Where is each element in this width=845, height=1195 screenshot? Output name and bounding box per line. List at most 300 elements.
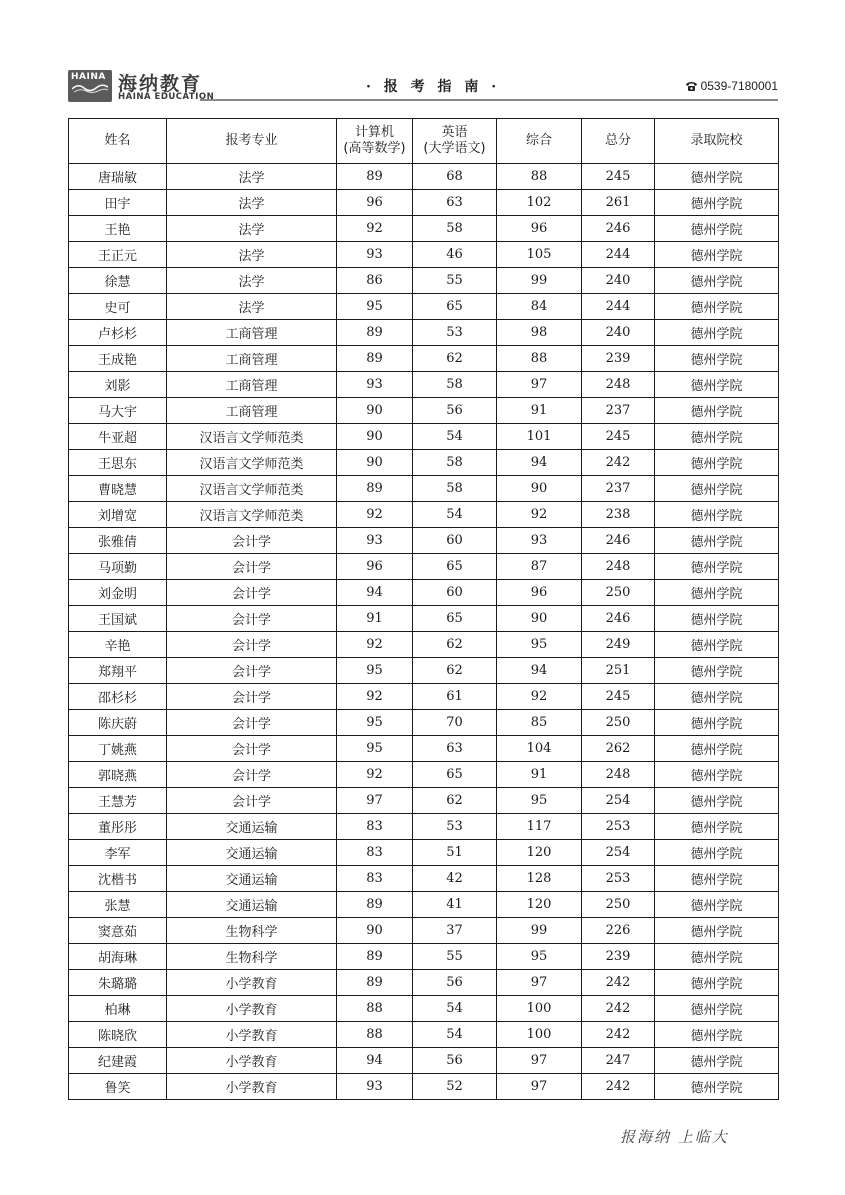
cell-name: 王思东 [69, 450, 167, 476]
cell-computer: 97 [337, 788, 413, 814]
cell-computer: 83 [337, 814, 413, 840]
cell-english: 52 [413, 1074, 497, 1100]
cell-english: 63 [413, 736, 497, 762]
cell-major: 法学 [167, 294, 337, 320]
cell-major: 汉语言文学师范类 [167, 476, 337, 502]
cell-name: 徐慧 [69, 268, 167, 294]
cell-total: 250 [582, 580, 655, 606]
telephone-icon [685, 81, 698, 92]
cell-school: 德州学院 [655, 242, 779, 268]
cell-major: 会计学 [167, 684, 337, 710]
cell-computer: 90 [337, 424, 413, 450]
cell-english: 62 [413, 658, 497, 684]
cell-computer: 95 [337, 294, 413, 320]
table-row [69, 242, 779, 268]
cell-english: 54 [413, 996, 497, 1022]
cell-major: 小学教育 [167, 1074, 337, 1100]
cell-name: 刘增宽 [69, 502, 167, 528]
cell-computer: 96 [337, 554, 413, 580]
cell-english: 65 [413, 762, 497, 788]
wave-icon [72, 83, 108, 93]
cell-computer: 92 [337, 502, 413, 528]
cell-computer: 95 [337, 658, 413, 684]
cell-total: 242 [582, 1074, 655, 1100]
cell-major: 小学教育 [167, 970, 337, 996]
logo-text-en: HAINA EDUCATION [118, 92, 215, 102]
cell-computer: 88 [337, 996, 413, 1022]
cell-school: 德州学院 [655, 1074, 779, 1100]
table-row [69, 190, 779, 216]
cell-total: 245 [582, 424, 655, 450]
cell-computer: 92 [337, 632, 413, 658]
cell-name: 马大宇 [69, 398, 167, 424]
col-header-english-line2: (大学语文) [423, 141, 486, 156]
cell-school: 德州学院 [655, 190, 779, 216]
cell-school: 德州学院 [655, 762, 779, 788]
cell-total: 240 [582, 268, 655, 294]
cell-major: 小学教育 [167, 1022, 337, 1048]
table-row [69, 294, 779, 320]
cell-major: 会计学 [167, 736, 337, 762]
phone-number: 0539-7180001 [700, 79, 778, 93]
cell-school: 德州学院 [655, 320, 779, 346]
table-row [69, 528, 779, 554]
cell-computer: 95 [337, 736, 413, 762]
table-row [69, 216, 779, 242]
cell-school: 德州学院 [655, 736, 779, 762]
cell-english: 61 [413, 684, 497, 710]
cell-english: 62 [413, 346, 497, 372]
cell-computer: 93 [337, 242, 413, 268]
table-row [69, 814, 779, 840]
cell-major: 小学教育 [167, 1048, 337, 1074]
table-row [69, 476, 779, 502]
table-row [69, 1048, 779, 1074]
cell-english: 54 [413, 1022, 497, 1048]
cell-computer: 92 [337, 684, 413, 710]
cell-computer: 89 [337, 476, 413, 502]
header-divider [200, 99, 778, 101]
table-row [69, 320, 779, 346]
cell-major: 交通运输 [167, 892, 337, 918]
cell-computer: 93 [337, 528, 413, 554]
cell-total: 251 [582, 658, 655, 684]
col-header-english-line1: 英语 [441, 125, 468, 140]
cell-school: 德州学院 [655, 658, 779, 684]
cell-name: 张慧 [69, 892, 167, 918]
cell-name: 郭晓燕 [69, 762, 167, 788]
cell-name: 张雅倩 [69, 528, 167, 554]
page-header [68, 66, 778, 106]
table-row [69, 424, 779, 450]
cell-school: 德州学院 [655, 892, 779, 918]
cell-major: 法学 [167, 216, 337, 242]
cell-computer: 91 [337, 606, 413, 632]
cell-school: 德州学院 [655, 450, 779, 476]
cell-name: 鲁笑 [69, 1074, 167, 1100]
cell-major: 交通运输 [167, 866, 337, 892]
cell-total: 242 [582, 996, 655, 1022]
table-row [69, 944, 779, 970]
cell-name: 丁姚燕 [69, 736, 167, 762]
cell-total: 248 [582, 554, 655, 580]
cell-major: 会计学 [167, 788, 337, 814]
cell-total: 244 [582, 294, 655, 320]
table-body [69, 164, 779, 1100]
cell-name: 曹晓慧 [69, 476, 167, 502]
cell-name: 李军 [69, 840, 167, 866]
cell-name: 王艳 [69, 216, 167, 242]
cell-name: 田宇 [69, 190, 167, 216]
table-row [69, 606, 779, 632]
table-row [69, 268, 779, 294]
cell-comprehensive: 96 [497, 216, 582, 242]
cell-comprehensive: 90 [497, 476, 582, 502]
cell-english: 46 [413, 242, 497, 268]
cell-name: 王慧芳 [69, 788, 167, 814]
col-header-name: 姓名 [69, 119, 167, 164]
cell-name: 王正元 [69, 242, 167, 268]
cell-english: 56 [413, 970, 497, 996]
cell-school: 德州学院 [655, 840, 779, 866]
cell-school: 德州学院 [655, 970, 779, 996]
cell-comprehensive: 120 [497, 892, 582, 918]
cell-name: 辛艳 [69, 632, 167, 658]
header-title: · 报 考 指 南 · [366, 79, 501, 95]
table-row [69, 1074, 779, 1100]
col-header-school: 录取院校 [655, 119, 779, 164]
cell-comprehensive: 95 [497, 632, 582, 658]
cell-school: 德州学院 [655, 788, 779, 814]
cell-major: 会计学 [167, 762, 337, 788]
cell-school: 德州学院 [655, 476, 779, 502]
cell-major: 生物科学 [167, 918, 337, 944]
cell-total: 250 [582, 892, 655, 918]
table-row [69, 502, 779, 528]
cell-name: 陈晓欣 [69, 1022, 167, 1048]
cell-name: 郑翔平 [69, 658, 167, 684]
cell-name: 王成艳 [69, 346, 167, 372]
cell-major: 法学 [167, 164, 337, 190]
cell-english: 56 [413, 398, 497, 424]
cell-total: 245 [582, 164, 655, 190]
table-row [69, 918, 779, 944]
cell-english: 70 [413, 710, 497, 736]
cell-school: 德州学院 [655, 710, 779, 736]
cell-english: 53 [413, 320, 497, 346]
cell-name: 史可 [69, 294, 167, 320]
logo-text-cn: 海纳教育 [118, 73, 203, 95]
cell-total: 253 [582, 814, 655, 840]
table-row [69, 684, 779, 710]
cell-total: 242 [582, 1022, 655, 1048]
cell-school: 德州学院 [655, 1022, 779, 1048]
cell-comprehensive: 105 [497, 242, 582, 268]
cell-english: 58 [413, 450, 497, 476]
cell-computer: 94 [337, 1048, 413, 1074]
cell-total: 246 [582, 216, 655, 242]
table-row [69, 658, 779, 684]
cell-comprehensive: 87 [497, 554, 582, 580]
cell-total: 248 [582, 762, 655, 788]
cell-english: 37 [413, 918, 497, 944]
table-row [69, 710, 779, 736]
cell-computer: 90 [337, 450, 413, 476]
cell-comprehensive: 91 [497, 398, 582, 424]
cell-school: 德州学院 [655, 424, 779, 450]
cell-comprehensive: 90 [497, 606, 582, 632]
cell-comprehensive: 101 [497, 424, 582, 450]
cell-school: 德州学院 [655, 164, 779, 190]
cell-major: 会计学 [167, 658, 337, 684]
cell-total: 239 [582, 944, 655, 970]
cell-comprehensive: 85 [497, 710, 582, 736]
cell-computer: 89 [337, 320, 413, 346]
cell-comprehensive: 96 [497, 580, 582, 606]
cell-comprehensive: 117 [497, 814, 582, 840]
cell-major: 会计学 [167, 632, 337, 658]
cell-comprehensive: 94 [497, 450, 582, 476]
cell-major: 交通运输 [167, 814, 337, 840]
cell-name: 刘金明 [69, 580, 167, 606]
cell-comprehensive: 128 [497, 866, 582, 892]
cell-total: 238 [582, 502, 655, 528]
cell-school: 德州学院 [655, 580, 779, 606]
cell-school: 德州学院 [655, 216, 779, 242]
cell-computer: 96 [337, 190, 413, 216]
haina-logo-icon [68, 70, 112, 102]
cell-school: 德州学院 [655, 398, 779, 424]
cell-comprehensive: 99 [497, 918, 582, 944]
cell-school: 德州学院 [655, 372, 779, 398]
table-row [69, 346, 779, 372]
cell-school: 德州学院 [655, 502, 779, 528]
cell-total: 237 [582, 398, 655, 424]
table-row [69, 840, 779, 866]
cell-english: 56 [413, 1048, 497, 1074]
cell-name: 卢杉杉 [69, 320, 167, 346]
cell-computer: 94 [337, 580, 413, 606]
cell-total: 254 [582, 788, 655, 814]
cell-comprehensive: 88 [497, 164, 582, 190]
cell-english: 68 [413, 164, 497, 190]
cell-computer: 95 [337, 710, 413, 736]
cell-name: 唐瑞敏 [69, 164, 167, 190]
cell-name: 胡海琳 [69, 944, 167, 970]
cell-total: 247 [582, 1048, 655, 1074]
cell-total: 242 [582, 450, 655, 476]
cell-total: 254 [582, 840, 655, 866]
footer-slogan: 报海纳 上临大 [620, 1128, 729, 1146]
cell-major: 法学 [167, 242, 337, 268]
cell-major: 会计学 [167, 554, 337, 580]
table-row [69, 554, 779, 580]
table-row [69, 788, 779, 814]
cell-english: 62 [413, 632, 497, 658]
cell-english: 65 [413, 606, 497, 632]
cell-school: 德州学院 [655, 606, 779, 632]
cell-comprehensive: 97 [497, 1074, 582, 1100]
cell-english: 60 [413, 580, 497, 606]
cell-computer: 88 [337, 1022, 413, 1048]
cell-total: 250 [582, 710, 655, 736]
cell-name: 朱璐璐 [69, 970, 167, 996]
cell-school: 德州学院 [655, 996, 779, 1022]
cell-comprehensive: 100 [497, 1022, 582, 1048]
cell-major: 汉语言文学师范类 [167, 424, 337, 450]
cell-comprehensive: 95 [497, 788, 582, 814]
cell-total: 262 [582, 736, 655, 762]
cell-total: 239 [582, 346, 655, 372]
cell-computer: 89 [337, 164, 413, 190]
cell-total: 253 [582, 866, 655, 892]
cell-name: 牛亚超 [69, 424, 167, 450]
table-header-row [69, 119, 779, 164]
cell-comprehensive: 102 [497, 190, 582, 216]
cell-major: 工商管理 [167, 398, 337, 424]
cell-english: 58 [413, 372, 497, 398]
cell-english: 65 [413, 294, 497, 320]
cell-school: 德州学院 [655, 268, 779, 294]
cell-comprehensive: 97 [497, 372, 582, 398]
cell-school: 德州学院 [655, 944, 779, 970]
cell-comprehensive: 104 [497, 736, 582, 762]
cell-computer: 93 [337, 372, 413, 398]
cell-school: 德州学院 [655, 554, 779, 580]
cell-major: 工商管理 [167, 320, 337, 346]
cell-major: 会计学 [167, 528, 337, 554]
cell-total: 242 [582, 970, 655, 996]
cell-total: 261 [582, 190, 655, 216]
col-header-computer-line2: (高等数学) [343, 141, 406, 156]
cell-comprehensive: 97 [497, 1048, 582, 1074]
cell-english: 63 [413, 190, 497, 216]
cell-computer: 83 [337, 866, 413, 892]
cell-major: 会计学 [167, 710, 337, 736]
cell-english: 54 [413, 502, 497, 528]
cell-comprehensive: 92 [497, 502, 582, 528]
cell-major: 会计学 [167, 606, 337, 632]
cell-english: 55 [413, 268, 497, 294]
cell-school: 德州学院 [655, 346, 779, 372]
table-row [69, 632, 779, 658]
cell-english: 65 [413, 554, 497, 580]
cell-comprehensive: 98 [497, 320, 582, 346]
col-header-major: 报考专业 [167, 119, 337, 164]
cell-comprehensive: 91 [497, 762, 582, 788]
cell-total: 244 [582, 242, 655, 268]
cell-computer: 89 [337, 944, 413, 970]
cell-comprehensive: 93 [497, 528, 582, 554]
cell-school: 德州学院 [655, 528, 779, 554]
table-row [69, 892, 779, 918]
cell-name: 陈庆蔚 [69, 710, 167, 736]
col-header-computer-line1: 计算机 [354, 125, 394, 140]
table-row [69, 736, 779, 762]
cell-major: 交通运输 [167, 840, 337, 866]
cell-major: 会计学 [167, 580, 337, 606]
table-row [69, 580, 779, 606]
table-row [69, 866, 779, 892]
table-row [69, 398, 779, 424]
cell-total: 245 [582, 684, 655, 710]
cell-name: 窦意茹 [69, 918, 167, 944]
cell-name: 柏琳 [69, 996, 167, 1022]
cell-comprehensive: 88 [497, 346, 582, 372]
col-header-comprehensive: 综合 [497, 119, 582, 164]
cell-school: 德州学院 [655, 632, 779, 658]
cell-school: 德州学院 [655, 866, 779, 892]
cell-english: 51 [413, 840, 497, 866]
cell-name: 邵杉杉 [69, 684, 167, 710]
cell-computer: 92 [337, 762, 413, 788]
phone-contact [685, 79, 778, 93]
table-row [69, 1022, 779, 1048]
cell-comprehensive: 120 [497, 840, 582, 866]
table-row [69, 164, 779, 190]
cell-name: 王国斌 [69, 606, 167, 632]
cell-computer: 89 [337, 970, 413, 996]
cell-total: 240 [582, 320, 655, 346]
cell-comprehensive: 97 [497, 970, 582, 996]
admission-table [68, 118, 779, 1100]
cell-computer: 92 [337, 216, 413, 242]
cell-school: 德州学院 [655, 294, 779, 320]
cell-computer: 90 [337, 918, 413, 944]
cell-comprehensive: 94 [497, 658, 582, 684]
logo-box-text: HAINA [71, 72, 106, 82]
cell-total: 248 [582, 372, 655, 398]
cell-school: 德州学院 [655, 918, 779, 944]
cell-english: 60 [413, 528, 497, 554]
cell-major: 法学 [167, 268, 337, 294]
col-header-computer [337, 119, 413, 164]
cell-total: 226 [582, 918, 655, 944]
cell-school: 德州学院 [655, 684, 779, 710]
cell-english: 58 [413, 216, 497, 242]
cell-major: 汉语言文学师范类 [167, 450, 337, 476]
cell-major: 工商管理 [167, 346, 337, 372]
cell-total: 237 [582, 476, 655, 502]
cell-name: 董彤彤 [69, 814, 167, 840]
cell-english: 53 [413, 814, 497, 840]
cell-computer: 89 [337, 346, 413, 372]
cell-computer: 90 [337, 398, 413, 424]
cell-comprehensive: 92 [497, 684, 582, 710]
table-row [69, 996, 779, 1022]
cell-total: 249 [582, 632, 655, 658]
cell-computer: 93 [337, 1074, 413, 1100]
cell-major: 汉语言文学师范类 [167, 502, 337, 528]
cell-computer: 86 [337, 268, 413, 294]
cell-name: 刘影 [69, 372, 167, 398]
cell-school: 德州学院 [655, 1048, 779, 1074]
cell-major: 法学 [167, 190, 337, 216]
cell-comprehensive: 100 [497, 996, 582, 1022]
cell-school: 德州学院 [655, 814, 779, 840]
cell-english: 54 [413, 424, 497, 450]
cell-name: 纪建霞 [69, 1048, 167, 1074]
cell-name: 沈楷书 [69, 866, 167, 892]
cell-english: 55 [413, 944, 497, 970]
cell-comprehensive: 95 [497, 944, 582, 970]
cell-computer: 83 [337, 840, 413, 866]
table-row [69, 372, 779, 398]
cell-english: 42 [413, 866, 497, 892]
cell-comprehensive: 99 [497, 268, 582, 294]
cell-computer: 89 [337, 892, 413, 918]
table-row [69, 450, 779, 476]
